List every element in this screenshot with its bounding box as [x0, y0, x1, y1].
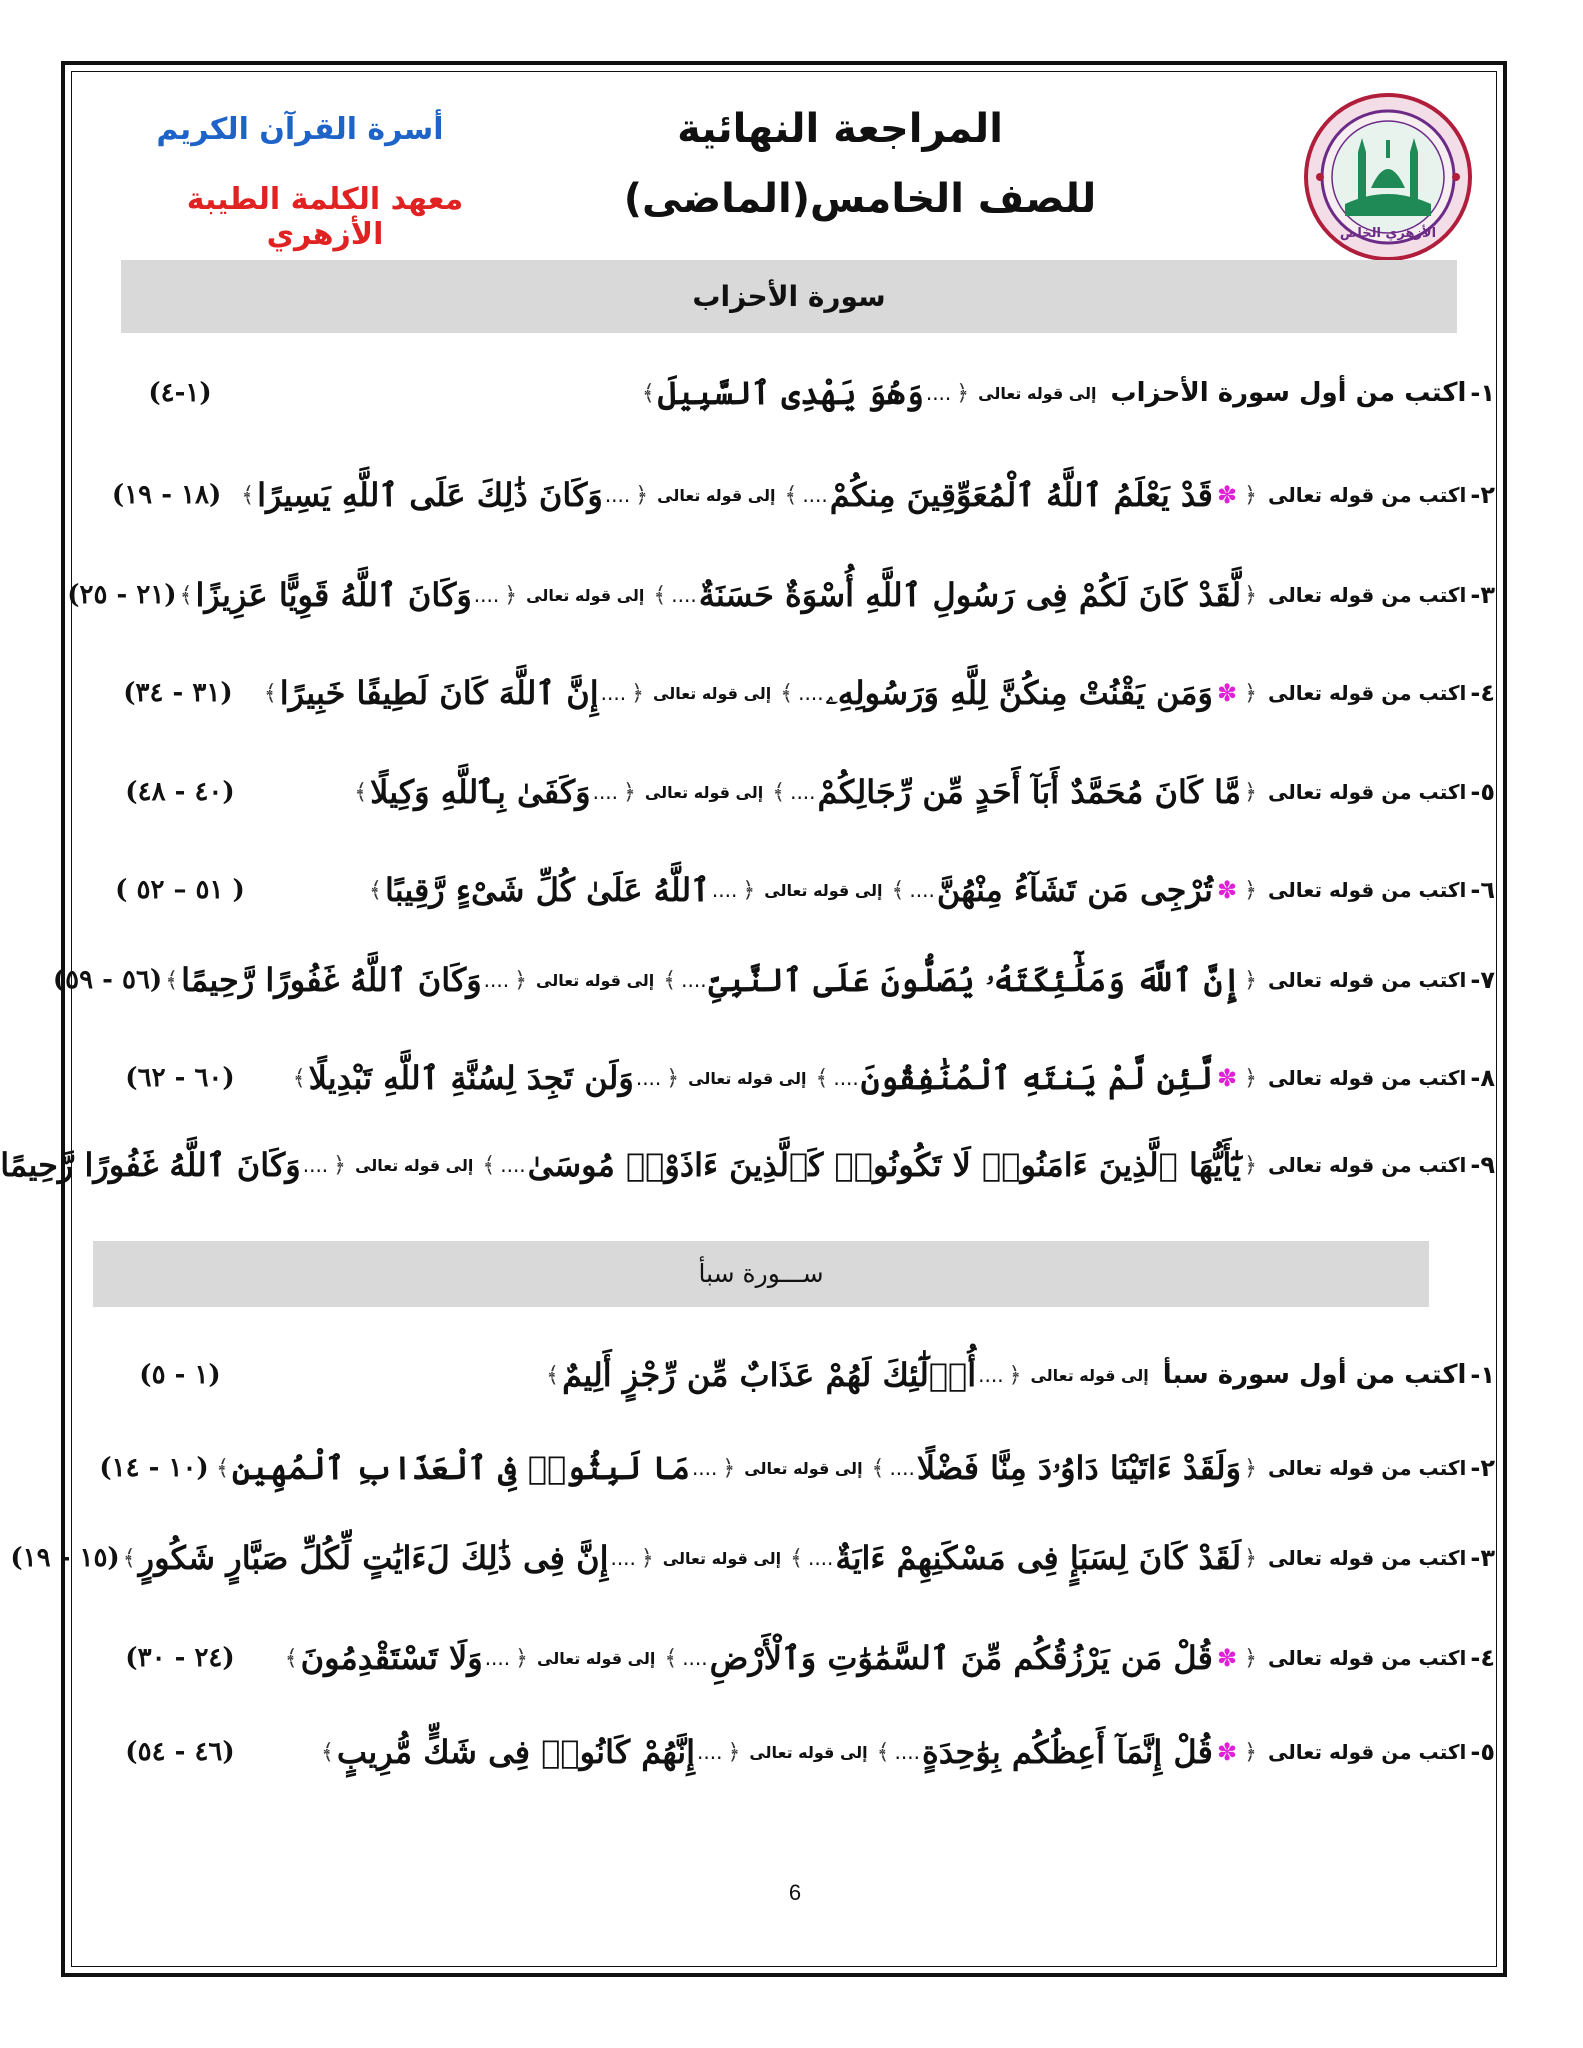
question-row — [10, 1528, 1495, 1588]
ellipsis: .... — [925, 381, 952, 405]
ellipsis: .... — [790, 780, 816, 804]
end-verse: إِنَّهُمْ كَانُوا۟ فِى شَكٍّ مُّرِيبٍ — [336, 1733, 696, 1771]
verse-close-ornament-icon: ﴾ — [241, 482, 255, 508]
verse-close-ornament-icon: ﴾ — [284, 1645, 298, 1671]
verse-range: (١-٤) — [148, 378, 212, 408]
end-verse: وَكَانَ ٱللَّهُ قَوِيًّا عَزِيزًا — [195, 576, 472, 614]
question-number: ٧- — [1470, 966, 1495, 994]
ellipsis: .... — [889, 1456, 915, 1480]
verse-range: (١ - ٥) — [139, 1360, 221, 1390]
start-verse: إِنَّ ٱللَّهَ وَمَلَٰٓئِكَتَهُۥ يُصَلُّونَ عَلَى ٱلنَّبِىِّ — [708, 960, 1242, 999]
question-text — [265, 773, 1495, 811]
question-number: ٤- — [1470, 1644, 1495, 1672]
question-row — [0, 1135, 1495, 1195]
verse-close-ornament-icon: ﴾ — [369, 877, 382, 903]
verse-range: (٤٠ - ٤٨) — [125, 777, 235, 807]
verse-close-ornament-icon: ﴾ — [641, 380, 655, 406]
question-instruction: اكتب من قوله تعالى — [1267, 483, 1467, 507]
question-number: ٥- — [1470, 1738, 1495, 1766]
start-verse: قَدْ يَعْلَمُ ٱللَّهُ ٱلْمُعَوِّقِينَ مِنكُمْ — [829, 476, 1213, 514]
verse-close-ornament-icon: ﴾ — [784, 482, 798, 508]
question-number: ٨- — [1470, 1064, 1495, 1092]
question-instruction: اكتب من قوله تعالى — [1267, 968, 1467, 992]
question-number: ٣- — [1470, 1544, 1495, 1572]
question-instruction: اكتب من قوله تعالى — [1267, 1546, 1467, 1570]
verse-open-ornament-icon: ﴿ — [631, 680, 644, 706]
section-title-saba: ســـورة سبأ — [93, 1241, 1429, 1307]
end-verse: وَكَفَىٰ بِٱللَّهِ وَكِيلًا — [370, 773, 591, 811]
ellipsis: .... — [681, 968, 707, 992]
question-instruction: اكتب من قوله تعالى — [1267, 780, 1467, 804]
verse-close-ornament-icon: ﴾ — [891, 877, 905, 903]
verse-close-ornament-icon: ﴾ — [664, 1645, 678, 1671]
verse-open-ornament-icon: ﴿ — [514, 967, 527, 993]
question-instruction: اكتب من أول سورة سبأ — [1162, 1360, 1467, 1390]
end-verse: وَلَا تَسْتَقْدِمُونَ — [300, 1639, 483, 1677]
verse-open-ornament-icon: ﴿ — [515, 1645, 529, 1671]
question-number: ٢- — [1470, 481, 1495, 509]
end-verse: ٱللَّهُ عَلَىٰ كُلِّ شَىْءٍ رَّقِيبًا — [384, 871, 710, 909]
verse-close-ornament-icon: ﴾ — [165, 967, 179, 993]
to-label: إلى قوله تعالى — [749, 1742, 868, 1762]
verse-close-ornament-icon: ﴾ — [663, 967, 677, 993]
verse-range: (١٠ - ١٤) — [99, 1453, 209, 1483]
start-verse: وَلَقَدْ ءَاتَيْنَا دَاوُۥدَ مِنَّا فَضْلًا — [916, 1448, 1242, 1487]
logo-text: الأزهري الخاص — [1339, 226, 1437, 241]
to-label: إلى قوله تعالى — [536, 970, 655, 990]
hizb-star-icon: ✽ — [1216, 481, 1238, 509]
to-label: إلى قوله تعالى — [355, 1155, 474, 1175]
verse-close-ornament-icon: ﴾ — [263, 680, 277, 706]
ellipsis: .... — [592, 780, 619, 804]
end-verse: إِنَّ فِى ذَٰلِكَ لَءَايَٰتٍ لِّكُلِّ صَبَّارٍ شَكُورٍ — [138, 1539, 609, 1577]
verse-range: (٥٦ - ٥٩) — [52, 965, 163, 995]
verse-range: (٢١ - ٢٥) — [67, 580, 177, 610]
ellipsis: .... — [635, 1066, 662, 1090]
verse-close-ornament-icon: ﴾ — [790, 1545, 803, 1571]
start-verse: يَٰٓأَيُّهَا ٱلَّذِينَ ءَامَنُوا۟ لَا تَكُونُوا۟ كَٱلَّذِينَ ءَاذَوْا۟ مُوسَىٰ — [527, 1146, 1242, 1184]
start-verse: تُرْجِى مَن تَشَآءُ مِنْهُنَّ — [936, 871, 1213, 909]
verse-open-ornament-icon: ﴿ — [1244, 582, 1257, 608]
institute-name: معهد الكلمة الطيبة الأزهري — [186, 182, 464, 252]
verse-close-ornament-icon: ﴾ — [815, 1065, 829, 1091]
question-text — [261, 674, 1495, 713]
to-label: إلى قوله تعالى — [688, 1068, 807, 1088]
end-verse: إِنَّ ٱللَّهَ كَانَ لَطِيفًا خَبِيرًا — [279, 674, 599, 712]
hizb-star-icon: ✽ — [1216, 679, 1238, 707]
question-number: ٢- — [1470, 1454, 1495, 1482]
question-row — [95, 1345, 1495, 1405]
question-row — [95, 860, 1495, 920]
question-number: ٩- — [1470, 1151, 1495, 1179]
hizb-star-icon: ✽ — [1216, 1644, 1238, 1672]
verse-open-ornament-icon: ﴿ — [1244, 1455, 1257, 1481]
question-row — [95, 465, 1495, 525]
question-text — [265, 1356, 1495, 1394]
verse-open-ornament-icon: ﴿ — [727, 1739, 741, 1765]
question-text — [177, 576, 1495, 614]
question-instruction: اكتب من قوله تعالى — [1267, 878, 1467, 902]
ellipsis: .... — [610, 1546, 636, 1570]
verse-close-ornament-icon: ﴾ — [482, 1152, 496, 1178]
ellipsis: .... — [302, 1153, 329, 1177]
ellipsis: .... — [484, 1646, 511, 1670]
question-number: ٦- — [1470, 876, 1495, 904]
end-verse: مَا لَبِثُوا۟ فِى ٱلْعَذَابِ ٱلْمُهِينِ — [231, 1449, 690, 1487]
question-number: ٣- — [1470, 581, 1495, 609]
question-number: ٤- — [1470, 679, 1495, 707]
verse-open-ornament-icon: ﴿ — [1008, 1362, 1022, 1388]
verse-open-ornament-icon: ﴿ — [722, 1455, 736, 1481]
start-verse: لَقَدْ كَانَ لِسَبَإٍ فِى مَسْكَنِهِمْ ءَايَةٌ — [835, 1539, 1242, 1577]
question-row — [95, 663, 1495, 723]
to-label: إلى قوله تعالى — [662, 1548, 782, 1568]
page-number: 6 — [788, 1880, 802, 1905]
ellipsis: .... — [671, 583, 697, 607]
question-text — [0, 1146, 1495, 1184]
question-instruction: اكتب من قوله تعالى — [1267, 1456, 1467, 1480]
end-verse: وَكَانَ ذَٰلِكَ عَلَى ٱللَّهِ يَسِيرًا — [257, 476, 603, 514]
verse-close-ornament-icon: ﴾ — [871, 1455, 885, 1481]
to-label: إلى قوله تعالى — [537, 1648, 656, 1668]
end-verse: وَكَانَ ٱللَّهُ غَفُورًا رَّحِيمًا — [0, 1146, 301, 1184]
ellipsis: .... — [697, 1740, 723, 1764]
verse-open-ornament-icon: ﴿ — [956, 380, 970, 406]
start-verse: لَّقَدْ كَانَ لَكُمْ فِى رَسُولِ ٱللَّهِ أُسْوَةٌ حَسَنَةٌ — [698, 576, 1242, 614]
end-verse: أُو۟لَٰٓئِكَ لَهُمْ عَذَابٌ مِّن رِّجْزٍ أَلِيمٌ — [562, 1356, 977, 1394]
question-instruction: اكتب من قوله تعالى — [1267, 1153, 1467, 1177]
question-row — [95, 1628, 1495, 1688]
verse-close-ornament-icon: ﴾ — [780, 680, 794, 706]
ellipsis: .... — [500, 1153, 526, 1177]
question-text — [120, 1539, 1495, 1577]
verse-close-ornament-icon: ﴾ — [546, 1362, 560, 1388]
question-instruction: اكتب من قوله تعالى — [1267, 1740, 1467, 1764]
verse-open-ornament-icon: ﴿ — [1244, 779, 1257, 805]
verse-open-ornament-icon: ﴿ — [1244, 1645, 1257, 1671]
ellipsis: .... — [711, 878, 738, 902]
verse-close-ornament-icon: ﴾ — [876, 1739, 890, 1765]
to-label: إلى قوله تعالى — [764, 880, 883, 900]
verse-open-ornament-icon: ﴿ — [1244, 1545, 1257, 1571]
question-text — [162, 961, 1495, 1000]
start-verse: وَمَن يَقْنُتْ مِنكُنَّ لِلَّهِ وَرَسُولِهِۦ — [825, 673, 1213, 712]
to-label: إلى قوله تعالى — [526, 585, 645, 605]
verse-open-ornament-icon: ﴿ — [635, 482, 649, 508]
verse-open-ornament-icon: ﴿ — [1244, 877, 1257, 903]
question-row — [95, 1048, 1495, 1108]
ellipsis: .... — [802, 483, 828, 507]
start-verse: قُلْ إِنَّمَآ أَعِظُكُم بِوَٰحِدَةٍ — [921, 1733, 1213, 1771]
start-verse: قُلْ مَن يَرْزُقُكُم مِّنَ ٱلسَّمَٰوَٰتِ وَٱلْأَرْضِ — [709, 1639, 1213, 1677]
verse-close-ornament-icon: ﴾ — [772, 779, 786, 805]
ellipsis: .... — [483, 968, 510, 992]
verse-open-ornament-icon: ﴿ — [640, 1545, 654, 1571]
verse-range: (١٨ - ١٩) — [111, 480, 222, 510]
to-label: إلى قوله تعالى — [657, 485, 776, 505]
verse-close-ornament-icon: ﴾ — [292, 1065, 306, 1091]
verse-open-ornament-icon: ﴿ — [666, 1065, 680, 1091]
ellipsis: .... — [604, 483, 631, 507]
page-subtitle: للصف الخامس(الماضى) — [623, 176, 1097, 222]
ellipsis: .... — [894, 1740, 920, 1764]
verse-close-ornament-icon: ﴾ — [354, 779, 368, 805]
question-instruction: اكتب من قوله تعالى — [1267, 681, 1467, 705]
ellipsis: .... — [833, 1066, 859, 1090]
question-instruction: اكتب من قوله تعالى — [1267, 1066, 1467, 1090]
verse-close-ornament-icon: ﴾ — [321, 1739, 334, 1765]
to-label: إلى قوله تعالى — [978, 383, 1097, 403]
start-verse: لَّئِن لَّمْ يَنتَهِ ٱلْمُنَٰفِقُونَ — [860, 1059, 1213, 1097]
question-text — [265, 1059, 1495, 1097]
verse-open-ornament-icon: ﴿ — [742, 877, 756, 903]
verse-close-ornament-icon: ﴾ — [653, 582, 667, 608]
verse-open-ornament-icon: ﴿ — [1244, 1152, 1257, 1178]
end-verse: وَهُوَ يَهْدِى ٱلسَّبِيلَ — [657, 374, 924, 412]
ellipsis: .... — [909, 878, 935, 902]
page-title: المراجعة النهائية — [677, 106, 1003, 152]
verse-open-ornament-icon: ﴿ — [333, 1152, 347, 1178]
question-row — [52, 950, 1495, 1010]
verse-open-ornament-icon: ﴿ — [623, 779, 636, 805]
family-name: أسرة القرآن الكريم — [156, 112, 444, 147]
section-title-al-ahzab: سورة الأحزاب — [121, 260, 1457, 333]
question-row — [95, 762, 1495, 822]
question-row — [95, 363, 1495, 423]
ellipsis: .... — [798, 681, 824, 705]
question-text — [213, 1449, 1495, 1488]
verse-open-ornament-icon: ﴿ — [504, 582, 518, 608]
verse-open-ornament-icon: ﴿ — [1244, 680, 1257, 706]
end-verse: وَكَانَ ٱللَّهُ غَفُورًا رَّحِيمًا — [181, 961, 482, 999]
ellipsis: .... — [600, 681, 627, 705]
verse-range: (٦٠ - ٦٢) — [125, 1063, 235, 1093]
question-number: ٥- — [1470, 778, 1495, 806]
question-instruction: اكتب من أول سورة الأحزاب — [1110, 378, 1467, 408]
ellipsis: .... — [473, 583, 500, 607]
verse-open-ornament-icon: ﴿ — [1244, 1739, 1257, 1765]
question-text — [265, 374, 1495, 412]
verse-open-ornament-icon: ﴿ — [1244, 967, 1257, 993]
question-instruction: اكتب من قوله تعالى — [1267, 583, 1467, 607]
verse-range: (١٥ - ١٩) — [10, 1543, 120, 1573]
end-verse: وَلَن تَجِدَ لِسُنَّةِ ٱللَّهِ تَبْدِيلًا — [308, 1059, 634, 1097]
question-row — [95, 1722, 1495, 1782]
ellipsis: .... — [978, 1363, 1004, 1387]
verse-open-ornament-icon: ﴿ — [1244, 1065, 1257, 1091]
institute-logo-seal — [1303, 92, 1473, 262]
question-instruction: اكتب من قوله تعالى — [1267, 1646, 1467, 1670]
hizb-star-icon: ✽ — [1216, 876, 1238, 904]
verse-range: (٤٦ - ٥٤) — [125, 1737, 235, 1767]
verse-range: ( ٥١ – ٥٢ ) — [115, 875, 245, 905]
question-number: ١- — [1470, 379, 1495, 407]
verse-close-ornament-icon: ﴾ — [179, 582, 193, 608]
question-row — [67, 565, 1495, 625]
verse-close-ornament-icon: ﴾ — [122, 1545, 136, 1571]
to-label: إلى قوله تعالى — [744, 1458, 863, 1478]
hizb-star-icon: ✽ — [1216, 1738, 1238, 1766]
ellipsis: .... — [807, 1546, 834, 1570]
question-text — [265, 871, 1495, 909]
question-text — [265, 1733, 1495, 1771]
verse-close-ornament-icon: ﴾ — [216, 1455, 229, 1481]
question-number: ١- — [1470, 1361, 1495, 1389]
verse-range: (٢٤ - ٣٠) — [125, 1643, 235, 1673]
ellipsis: .... — [691, 1456, 718, 1480]
question-text — [265, 1639, 1495, 1677]
question-row — [95, 1438, 1495, 1498]
verse-open-ornament-icon: ﴿ — [1244, 482, 1257, 508]
to-label: إلى قوله تعالى — [644, 782, 764, 802]
verse-range: (٣١ - ٣٤) — [123, 678, 233, 708]
question-text — [238, 476, 1495, 514]
ellipsis: .... — [682, 1646, 708, 1670]
to-label: إلى قوله تعالى — [1030, 1365, 1149, 1385]
to-label: إلى قوله تعالى — [653, 683, 772, 703]
hizb-star-icon: ✽ — [1216, 1064, 1238, 1092]
start-verse: مَّا كَانَ مُحَمَّدٌ أَبَآ أَحَدٍ مِّن رِّجَالِكُمْ — [817, 773, 1242, 811]
